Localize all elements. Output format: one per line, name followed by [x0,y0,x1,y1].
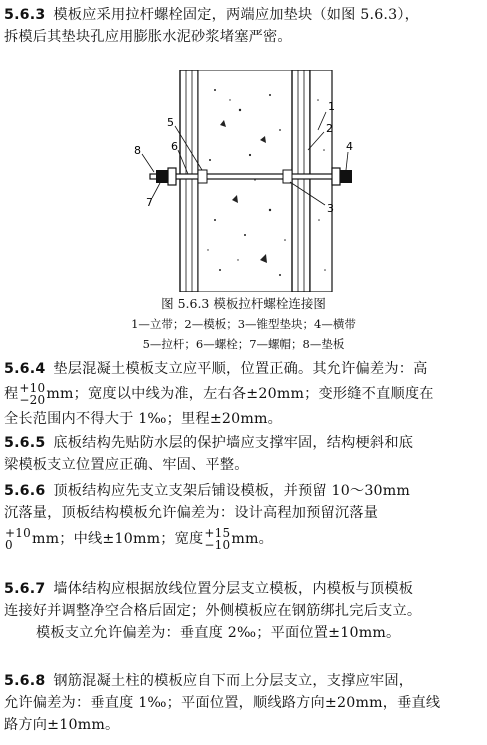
nut [156,170,168,183]
tolerance-upper: +10 [19,381,46,395]
text-line: 梁模板支立位置应正确、牢固、平整。 [4,457,249,473]
section-number: 5.6.7 [4,581,46,597]
text-line: 垫层混凝土模板支立应平顺，位置正确。其允许偏差为：高 [53,361,428,377]
section-5-6-3 [4,4,482,48]
tolerance-lower: −10 [204,538,231,552]
figure-caption: 图 5.6.3 模板拉杆螺栓连接图 [161,296,326,311]
text-line: 模板支立允许偏差为：垂直度 2‰；平面位置±10mm。 [36,625,401,641]
cone-spacer [198,170,207,183]
text-line: 沉落量，顶板结构模板允许偏差为：设计高程加预留沉落量 [4,505,379,521]
washer-plate [332,168,340,185]
text-line: 底板结构先贴防水层的保护墙应支撑牢固，结构梗斜和底 [53,435,414,451]
text-line: 路方向±10mm。 [4,717,120,733]
callout-number: 7 [146,196,153,209]
tolerance-stack [19,382,45,406]
text-fragment: mm；宽度以中线为准，左右各±20mm；变形缝不直顺度在 [46,386,434,402]
right-formwork [292,70,310,292]
callout-number: 3 [327,202,334,215]
tolerance-upper: +10 [5,526,31,540]
text-line: 墙体结构应根据放线位置分层支立模板，内模板与顶模板 [53,581,414,597]
text-line: 允许偏差为：垂直度 1‰；平面位置，顺线路方向±20mm，垂直线 [4,695,441,711]
tolerance-stack [204,527,230,551]
cone-spacer [283,170,292,183]
text-fragment: mm；中线±10mm；宽度 [31,531,204,547]
callout-number: 4 [346,140,353,153]
section-5-6-5 [4,432,482,476]
section-5-6-6 [4,480,482,554]
tie-rod [150,174,342,179]
concrete-wall [198,70,292,292]
section-number: 5.6.5 [4,435,46,451]
section-number: 5.6.3 [4,7,46,23]
callout-number: 8 [134,144,141,157]
callout-number: 5 [167,116,174,129]
tolerance-lower: −20 [19,393,46,407]
callout-number: 6 [171,140,178,153]
tolerance-upper: +15 [204,526,231,540]
callout-number: 2 [326,122,333,135]
text-line: 钢筋混凝土柱的模板应自下而上分层支立，支撑应牢固， [53,673,414,689]
text-line: 全长范围内不得大于 1‰；里程±20mm。 [4,411,283,427]
callout-number: 1 [328,100,335,113]
tie-bolt-figure [120,70,360,292]
text-fragment: 程 [4,386,19,402]
section-5-6-4 [4,358,482,430]
washer-plate [168,168,176,185]
text-line: 模板应采用拉杆螺栓固定，两端应加垫块（如图 5.6.3）， [53,7,420,23]
section-number: 5.6.6 [4,483,46,499]
section-number: 5.6.4 [4,361,46,377]
text-line: 顶板结构应先支立支架后铺设模板，并预留 10～30mm [53,483,411,499]
tolerance-stack [5,527,31,551]
nut [340,170,352,183]
text-line: 拆模后其垫块孔应用膨胀水泥砂浆堵塞严密。 [4,29,292,45]
text-line: 连接好并调整净空合格后固定；外侧模板应在钢筋绑扎完后支立。 [4,603,422,619]
section-5-6-7 [4,578,482,644]
left-formwork [180,70,198,292]
text-fragment: mm。 [231,531,274,547]
figure-legend: 5—拉杆；6—螺栓；7—螺帽；8—垫板 [142,337,345,351]
section-5-6-8 [4,670,482,736]
figure-legend: 1—立带；2—模板；3—锥型垫块；4—横带 [131,317,356,331]
tolerance-lower: 0 [5,538,13,552]
section-number: 5.6.8 [4,673,46,689]
